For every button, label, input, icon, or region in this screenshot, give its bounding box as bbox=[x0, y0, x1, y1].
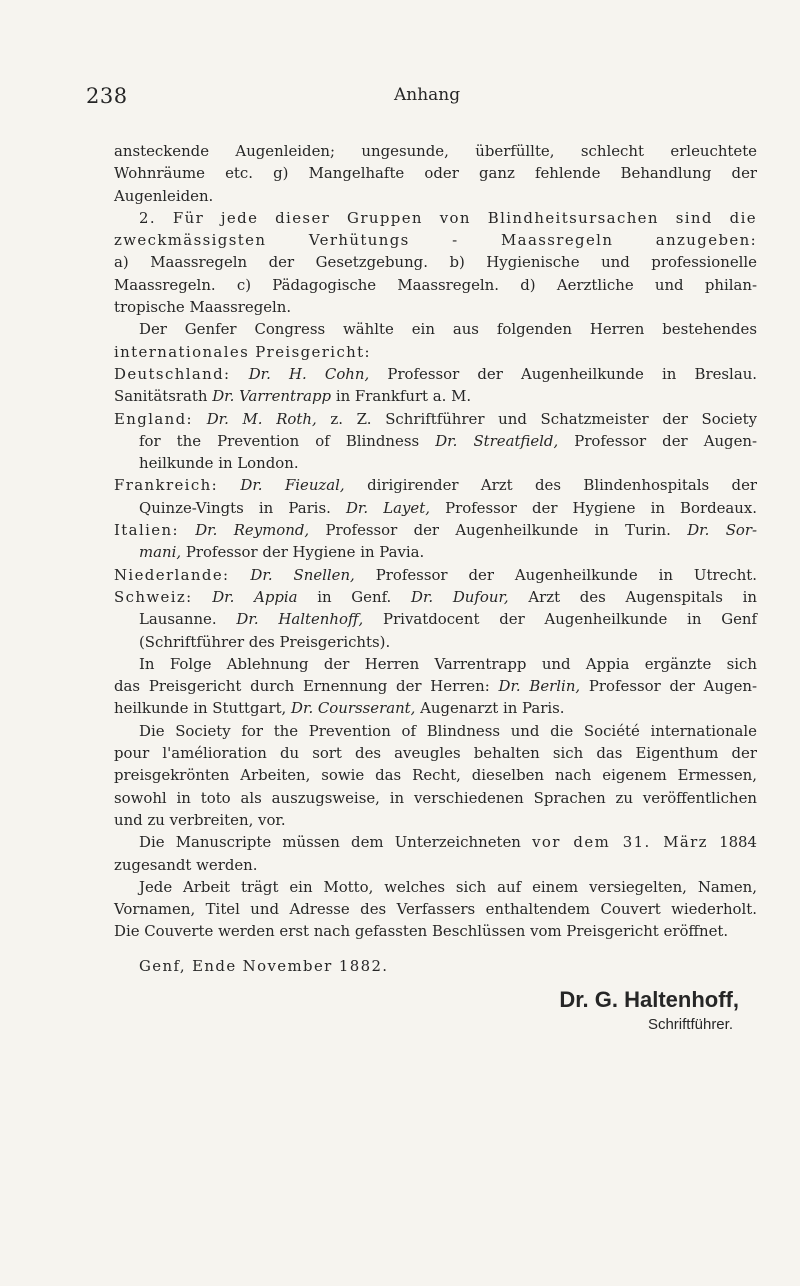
text-line: tropische Maassregeln. bbox=[114, 298, 292, 317]
jury-entry-italy: Italien: Dr. Reymond, Professor der Augenheilkunde in Turin. Dr. Sor- bbox=[114, 521, 758, 540]
text-line: Wohnräume etc. g) Mangelhafte oder ganz fehlende Behandlung der bbox=[114, 164, 757, 183]
text-line: Die Couverte werden erst nach gefassten Beschlüssen vom Preisgericht eröffnet. bbox=[114, 922, 729, 941]
country-label: Niederlande: bbox=[114, 565, 230, 584]
signature bbox=[114, 985, 757, 1035]
country-label: England: bbox=[114, 409, 193, 428]
signature-name: Dr. G. Haltenhoff, bbox=[559, 986, 739, 1012]
text-line: heilkunde in Stuttgart, Dr. Coursserant, Augenarzt in Paris. bbox=[114, 699, 565, 718]
text-line: Sanitätsrath Dr. Varrentrapp in Frankfurt a. M. bbox=[114, 387, 472, 406]
section-heading: 2. Für jede dieser Gruppen von Blindheitsursachen sind die bbox=[139, 208, 757, 227]
person-name: Dr. Snellen, bbox=[250, 565, 355, 584]
country-label: Deutschland: bbox=[114, 364, 231, 383]
text-line: Vornamen, Titel und Adresse des Verfassers enthaltendem Couvert wiederholt. bbox=[114, 900, 757, 919]
signature-role: Schriftführer. bbox=[647, 1015, 733, 1033]
person-name: Dr. Dufour, bbox=[411, 587, 509, 606]
text-line: Maassregeln. c) Pädagogische Maassregeln. d) Aerztliche und philan- bbox=[114, 275, 757, 294]
text-line: Lausanne. Dr. Haltenhoff, Privatdocent der Augenheilkunde in Genf bbox=[139, 610, 758, 629]
text-line: a) Maassregeln der Gesetzgebung. b) Hygienische und professionelle bbox=[114, 253, 757, 272]
person-name: Dr. Fieuzal, bbox=[240, 476, 345, 495]
jury-entry-netherlands: Niederlande: Dr. Snellen, Professor der Augenheilkunde in Utrecht. bbox=[114, 565, 758, 584]
person-name: Dr. Haltenhoff, bbox=[236, 610, 364, 629]
text-line: Quinze-Vingts in Paris. Dr. Layet, Professor der Hygiene in Bordeaux. bbox=[139, 498, 758, 517]
person-name: Dr. Appia bbox=[212, 587, 298, 606]
person-name: Dr. H. Cohn, bbox=[248, 364, 370, 383]
person-name: Dr. Coursserant, bbox=[291, 699, 416, 718]
country-label: Schweiz: bbox=[114, 587, 193, 606]
text-line: In Folge Ablehnung der Herren Varrentrapp und Appia ergänzte sich bbox=[139, 654, 757, 673]
text-line: und zu verbreiten, vor. bbox=[114, 810, 286, 829]
jury-entry-france: Frankreich: Dr. Fieuzal, dirigirender Arzt des Blindenhospitals der bbox=[114, 476, 757, 495]
person-name: Dr. Reymond, bbox=[195, 521, 310, 540]
jury-entry-england: England: Dr. M. Roth, z. Z. Schriftführer und Schatzmeister der Society bbox=[114, 409, 757, 428]
page-header bbox=[86, 84, 700, 114]
country-label: Italien: bbox=[114, 521, 179, 540]
text-line: preisgekrönten Arbeiten, sowie das Recht, dieselben nach eigenem Ermessen, bbox=[114, 766, 757, 785]
person-name: Dr. Layet, bbox=[345, 498, 430, 517]
person-name: Dr. Sor- bbox=[687, 521, 758, 540]
person-name: Dr. Berlin, bbox=[498, 677, 581, 696]
text-line: for the Prevention of Blindness Dr. Streatfield, Professor der Augen- bbox=[139, 431, 758, 450]
text-line: Augenleiden. bbox=[114, 186, 214, 205]
person-name: Dr. M. Roth, bbox=[206, 409, 317, 428]
text-line: pour l'amélioration du sort des aveugles behalten sich das Eigenthum der bbox=[114, 744, 757, 763]
jury-heading: internationales Preisgericht: bbox=[114, 342, 371, 361]
person-name: Dr. Varrentrapp bbox=[212, 387, 332, 406]
jury-entry-switzerland: Schweiz: Dr. Appia in Genf. Dr. Dufour, Arzt des Augenspitals in bbox=[114, 587, 757, 606]
text-line: mani, Professor der Hygiene in Pavia. bbox=[139, 543, 425, 562]
person-name: mani, bbox=[139, 543, 182, 562]
text-line: zugesandt werden. bbox=[114, 855, 258, 874]
running-head: Anhang bbox=[394, 85, 461, 105]
deadline-line: Die Manuscripte müssen dem Unterzeichneten vor dem 31. März 1884 bbox=[139, 833, 758, 852]
text-line: das Preisgericht durch Ernennung der Herren: Dr. Berlin, Professor der Augen- bbox=[114, 677, 757, 696]
jury-entry-germany: Deutschland: Dr. H. Cohn, Professor der Augenheilkunde in Breslau. bbox=[114, 364, 758, 383]
text-line: Jede Arbeit trägt ein Motto, welches sich auf einem versiegelten, Namen, bbox=[139, 877, 757, 896]
text-line: (Schriftführer des Preisgerichts). bbox=[139, 632, 391, 651]
deadline-date: vor dem 31. März bbox=[532, 833, 708, 852]
section-heading: zweckmässigsten Verhütungs - Maassregeln anzugeben: bbox=[114, 231, 757, 250]
text-line: sowohl in toto als auszugsweise, in verschiedenen Sprachen zu veröffentlichen bbox=[114, 788, 757, 807]
text-body bbox=[114, 140, 757, 1035]
page-number: 238 bbox=[86, 84, 128, 108]
text-line: Der Genfer Congress wählte ein aus folgenden Herren bestehendes bbox=[139, 320, 757, 339]
text-line: Die Society for the Prevention of Blindness und die Société internationale bbox=[139, 721, 757, 740]
country-label: Frankreich: bbox=[114, 476, 218, 495]
text-line: heilkunde in London. bbox=[139, 454, 299, 473]
text-line: ansteckende Augenleiden; ungesunde, überfüllte, schlecht erleuchtete bbox=[114, 142, 757, 160]
place-date: Genf, Ende November 1882. bbox=[139, 956, 389, 975]
person-name: Dr. Streatfield, bbox=[435, 431, 559, 450]
